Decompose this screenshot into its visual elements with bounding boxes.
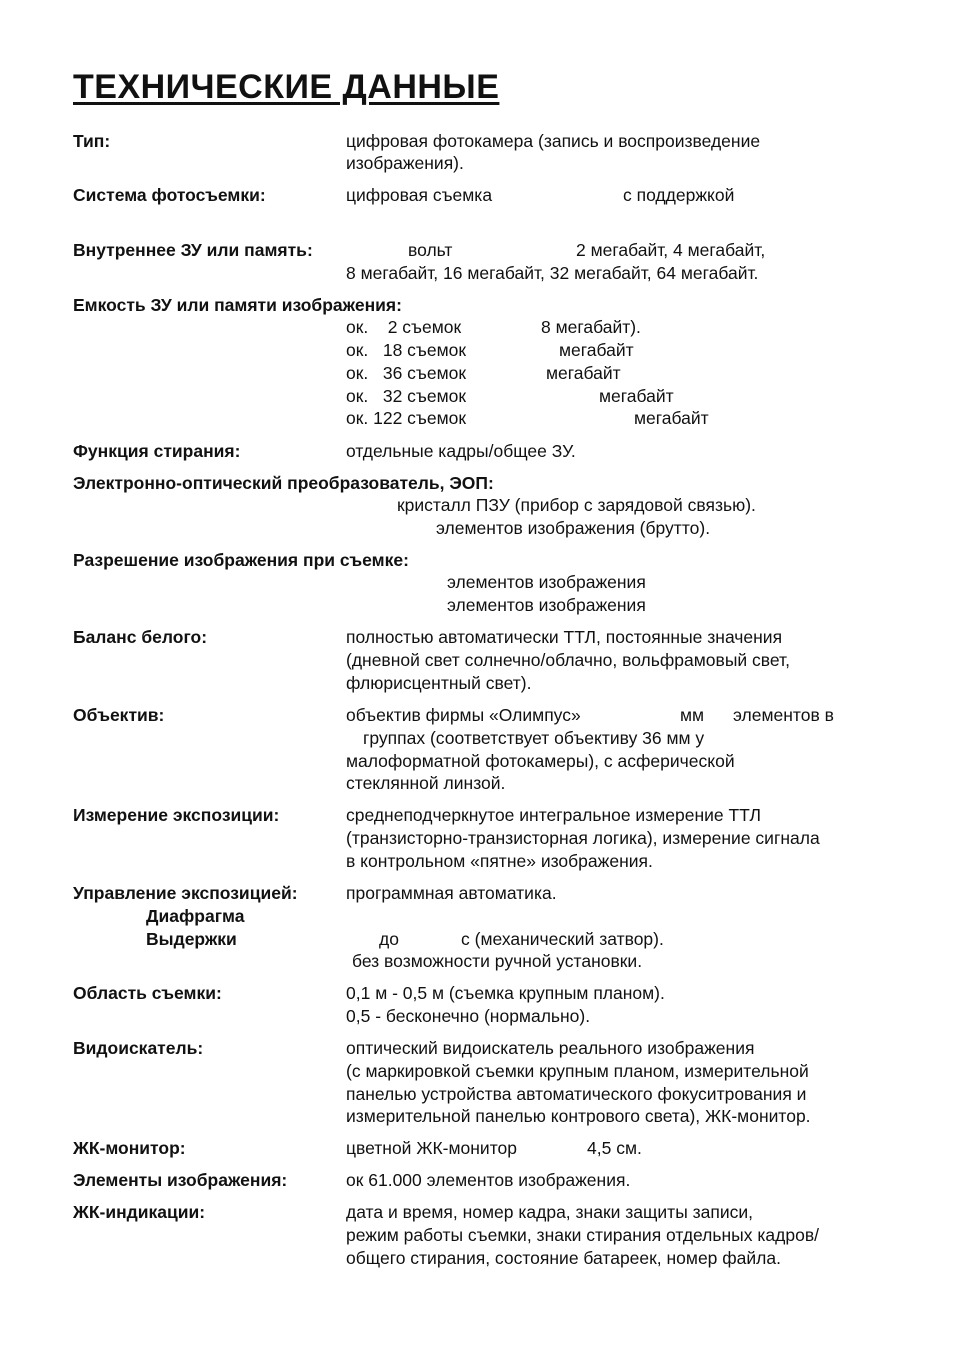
value-lcd-monitor-2: 4,5 см. bbox=[587, 1138, 642, 1158]
capacity-row-2-count: ок. 18 съемок bbox=[346, 340, 467, 360]
label-shutter: Выдержки bbox=[146, 929, 237, 949]
capacity-row-4-count: ок. 32 съемок bbox=[346, 386, 467, 406]
value-viewfinder-4: измерительной панелью контрового света), ЖК-монитор. bbox=[346, 1106, 811, 1126]
value-memory-sizes-2: 8 мегабайт, 16 мегабайт, 32 мегабайт, 64 мегабайт. bbox=[346, 263, 759, 283]
value-lens-4: стеклянной линзой. bbox=[346, 773, 506, 793]
label-erase: Функция стирания: bbox=[73, 441, 241, 461]
value-type-line-2: изображения). bbox=[346, 153, 464, 173]
label-internal-memory: Внутреннее ЗУ или память: bbox=[73, 240, 313, 260]
value-viewfinder-3: панелью устройства автоматического фокуситрования и bbox=[346, 1084, 807, 1104]
value-resolution-2: элементов изображения bbox=[447, 595, 646, 615]
value-lens-mm: мм bbox=[680, 705, 705, 725]
label-sensor: Электронно-оптический преобразователь, ЭОП: bbox=[73, 473, 494, 493]
value-type-line-1: цифровая фотокамера (запись и воспроизведение bbox=[346, 131, 761, 151]
value-shutter-manual: без возможности ручной установки. bbox=[352, 951, 643, 971]
value-erase: отдельные кадры/общее ЗУ. bbox=[346, 441, 576, 461]
capacity-row-4-size: мегабайт bbox=[599, 386, 674, 406]
value-shutter-do: до bbox=[379, 929, 399, 949]
value-memory-volt: вольт bbox=[408, 240, 453, 260]
value-white-balance-1: полностью автоматически ТТЛ, постоянные значения bbox=[346, 627, 783, 647]
capacity-row-1-count: ок. 2 съемок bbox=[346, 317, 462, 337]
capacity-row-3-count: ок. 36 съемок bbox=[346, 363, 467, 383]
label-lcd-monitor: ЖК-монитор: bbox=[73, 1138, 186, 1158]
value-lcd-indicators-1: дата и время, номер кадра, знаки защиты записи, bbox=[346, 1202, 754, 1222]
value-sensor-1: кристалл ПЗУ (прибор с зарядовой связью). bbox=[397, 495, 756, 515]
label-lcd-indicators: ЖК-индикации: bbox=[73, 1202, 206, 1222]
value-sensor-2: элементов изображения (брутто). bbox=[436, 518, 711, 538]
value-viewfinder-2: (с маркировкой съемки крупным планом, измерительной bbox=[346, 1061, 809, 1081]
value-image-elements: ок 61.000 элементов изображения. bbox=[346, 1170, 631, 1190]
capacity-row-5-count: ок. 122 съемок bbox=[346, 408, 467, 428]
label-white-balance: Баланс белого: bbox=[73, 627, 208, 647]
label-shooting-system: Система фотосъемки: bbox=[73, 185, 266, 205]
label-shooting-range: Область съемки: bbox=[73, 983, 222, 1003]
value-metering-1: среднеподчеркнутое интегральное измерение ТТЛ bbox=[346, 805, 761, 825]
label-capacity: Емкость ЗУ или памяти изображения: bbox=[73, 295, 402, 315]
value-lens-1: объектив фирмы «Олимпус» bbox=[346, 705, 581, 725]
value-memory-sizes-1: 2 мегабайт, 4 мегабайт, bbox=[576, 240, 766, 260]
value-white-balance-2: (дневной свет солнечно/облачно, вольфрамовый свет, bbox=[346, 650, 790, 670]
value-white-balance-3: флюрисцентный свет). bbox=[346, 673, 532, 693]
value-shutter-mech: с (механический затвор). bbox=[461, 929, 664, 949]
capacity-row-5-size: мегабайт bbox=[634, 408, 709, 428]
value-lcd-indicators-2: режим работы съемки, знаки стирания отдельных кадров/ bbox=[346, 1225, 819, 1245]
value-lcd-indicators-3: общего стирания, состояние батареек, номер файла. bbox=[346, 1248, 781, 1268]
label-aperture: Диафрагма bbox=[146, 906, 245, 926]
value-resolution-1: элементов изображения bbox=[447, 572, 646, 592]
value-lcd-monitor-1: цветной ЖК-монитор bbox=[346, 1138, 517, 1158]
value-shooting-system-2: с поддержкой bbox=[623, 185, 735, 205]
capacity-row-3-size: мегабайт bbox=[546, 363, 621, 383]
value-shooting-system-1: цифровая съемка bbox=[346, 185, 493, 205]
value-lens-elements: элементов в bbox=[733, 705, 834, 725]
value-metering-2: (транзисторно-транзисторная логика), измерение сигнала bbox=[346, 828, 820, 848]
value-metering-3: в контрольном «пятне» изображения. bbox=[346, 851, 653, 871]
value-shooting-range-1: 0,1 м - 0,5 м (съемка крупным планом). bbox=[346, 983, 665, 1003]
label-exposure-control: Управление экспозицией: bbox=[73, 883, 298, 903]
label-image-elements: Элементы изображения: bbox=[73, 1170, 288, 1190]
label-resolution: Разрешение изображения при съемке: bbox=[73, 550, 409, 570]
label-viewfinder: Видоискатель: bbox=[73, 1038, 204, 1058]
label-metering: Измерение экспозиции: bbox=[73, 805, 280, 825]
value-lens-2: группах (соответствует объективу 36 мм у bbox=[363, 728, 705, 748]
value-shooting-range-2: 0,5 - бесконечно (нормально). bbox=[346, 1006, 591, 1026]
value-exposure-control: программная автоматика. bbox=[346, 883, 557, 903]
capacity-row-1-size: 8 мегабайт). bbox=[541, 317, 641, 337]
capacity-row-2-size: мегабайт bbox=[559, 340, 634, 360]
value-lens-3: малоформатной фотокамеры), с асферической bbox=[346, 751, 735, 771]
label-lens: Объектив: bbox=[73, 705, 165, 725]
value-viewfinder-1: оптический видоискатель реального изображения bbox=[346, 1038, 755, 1058]
label-type: Тип: bbox=[73, 131, 111, 151]
page-title: ТЕХНИЧЕСКИЕ ДАННЫЕ bbox=[73, 68, 500, 106]
